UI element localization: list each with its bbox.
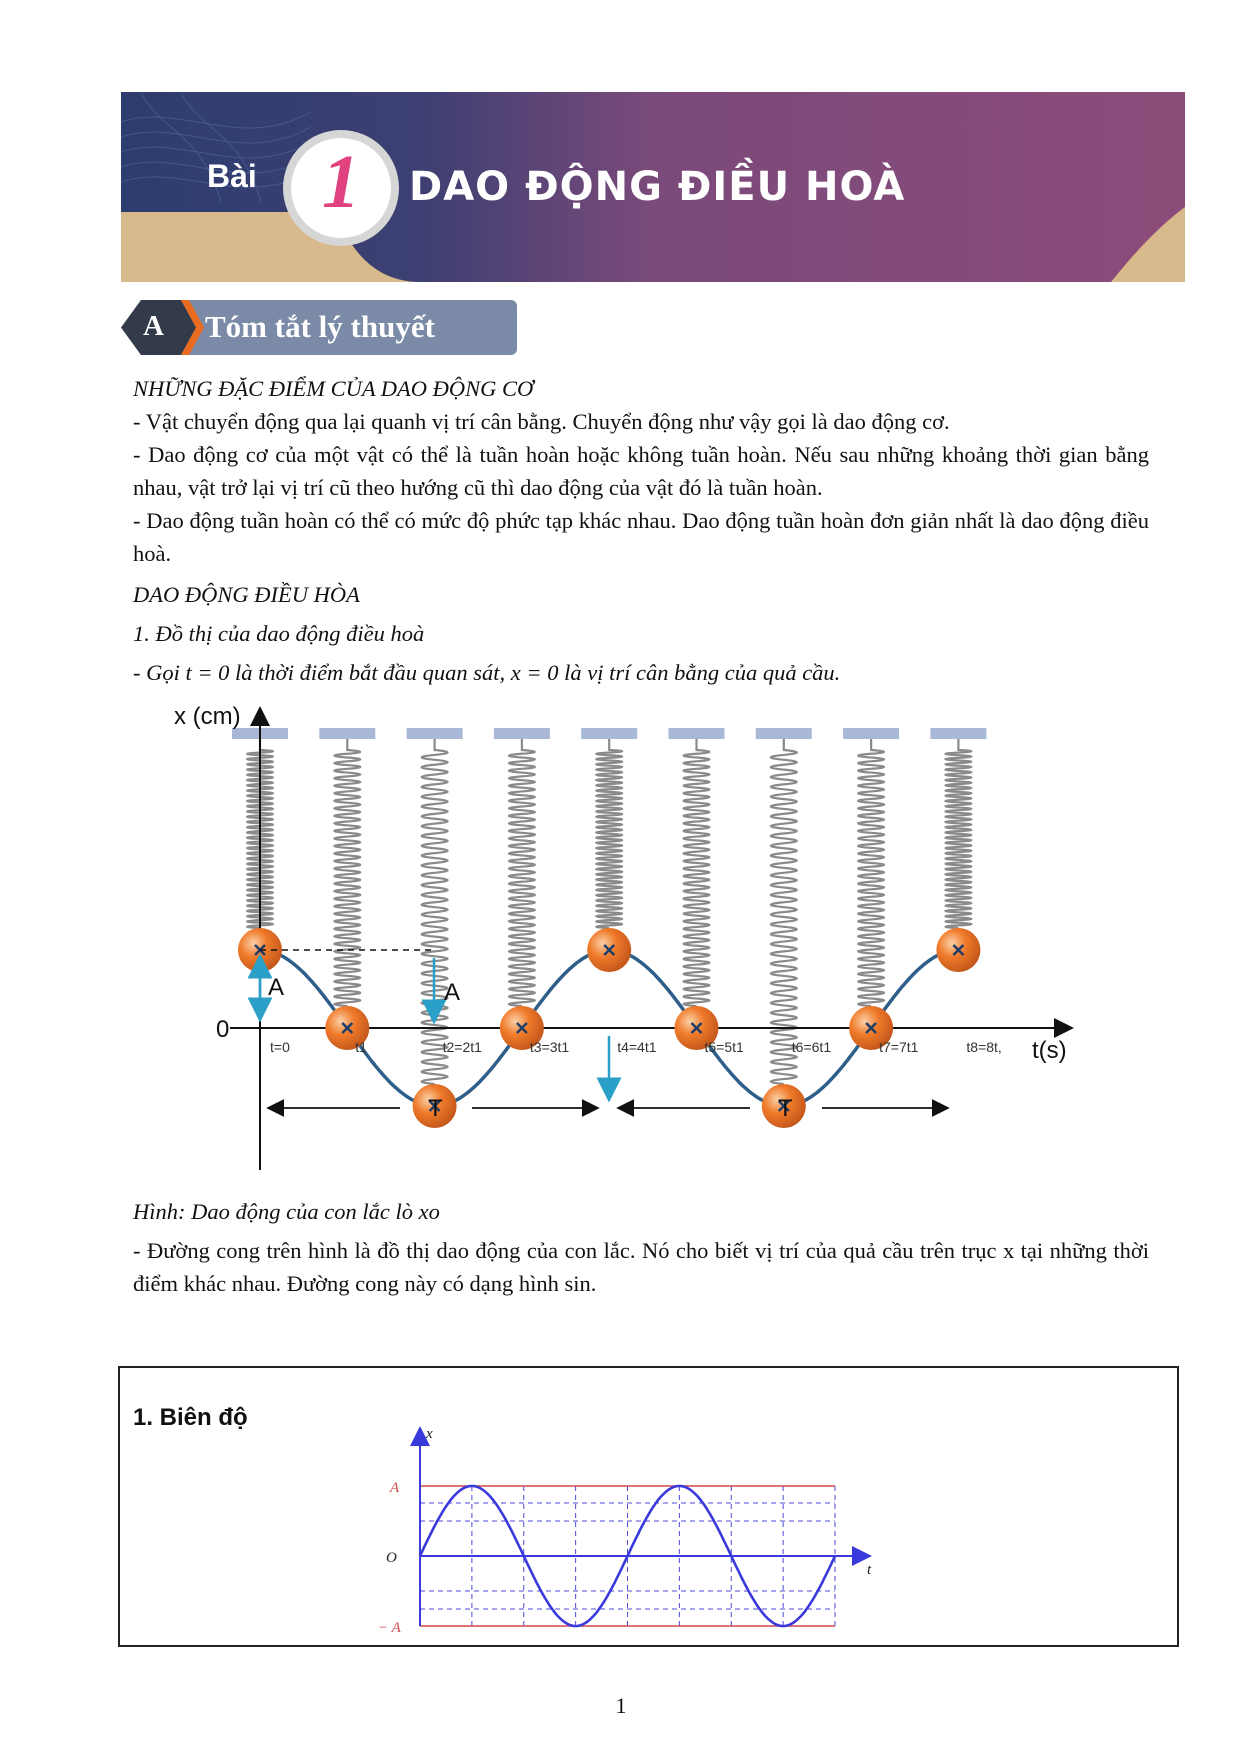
spring-coil: [422, 739, 448, 1084]
section-letter: A: [143, 310, 164, 342]
lesson-banner: [121, 92, 1185, 282]
time-label: t1: [355, 1039, 367, 1055]
paragraph-3: - Dao động tuần hoàn có thể có mức độ phức tạp khác nhau. Dao động tuần hoàn đơn giản nhất là dao động điều hoà.: [133, 508, 1149, 566]
spring-coil: [596, 739, 622, 928]
spring-plate: [669, 728, 725, 739]
spring-plate: [407, 728, 463, 739]
amplitude-label-2: A: [444, 979, 461, 1006]
spring-plate: [756, 728, 812, 739]
theory-text: [133, 372, 1149, 689]
x-axis-label: x: [426, 1426, 433, 1442]
t-axis-label: t(s): [1032, 1037, 1067, 1064]
heading-harmonic: DAO ĐỘNG ĐIỀU HÒA: [133, 582, 360, 607]
spring-coil: [771, 739, 797, 1084]
spring-plate: [843, 728, 899, 739]
period-label-1: T: [428, 1095, 443, 1122]
figure-text: [133, 1195, 1149, 1300]
spring-coil: [684, 739, 710, 1006]
lesson-label: Bài: [207, 158, 257, 194]
spring-plate: [930, 728, 986, 739]
time-label: t2=2t1: [442, 1039, 482, 1055]
time-label: t=0: [270, 1039, 290, 1055]
time-label: t6=6t1: [791, 1039, 832, 1055]
lesson-title: DAO ĐỘNG ĐIỀU HOÀ: [409, 164, 906, 210]
y-axis-label: x (cm): [174, 703, 241, 730]
heading-characteristics: NHỮNG ĐẶC ĐIỂM CỦA DAO ĐỘNG CƠ: [133, 376, 534, 401]
O-label: O: [386, 1550, 397, 1566]
spring-coil: [509, 739, 535, 1006]
section-title: Tóm tắt lý thuyết: [205, 309, 435, 344]
time-label: t8=8t,: [966, 1039, 1002, 1055]
amplitude-box: [118, 1366, 1179, 1647]
t-axis-label: t: [867, 1562, 872, 1578]
time-label: t5=5t1: [704, 1039, 744, 1055]
spring-coil: [945, 739, 971, 928]
spring-oscillation-figure: [160, 700, 1090, 1180]
paragraph-2: - Dao động cơ của một vật có thể là tuần hoàn hoặc không tuần hoàn. Nếu sau những khoảng thời gian bằng nhau, vật trở lại vị trí cũ theo hướng cũ thì dao động của vật đó là tuần hoàn.: [133, 442, 1149, 500]
origin-label: 0: [216, 1016, 230, 1043]
amplitude-label-1: A: [268, 974, 285, 1001]
A-label: A: [390, 1480, 400, 1496]
page-number: 1: [615, 1693, 627, 1718]
section-header: [121, 300, 517, 355]
spring-plate: [581, 728, 637, 739]
paragraph-4: - Gọi t = 0 là thời điểm bắt đầu quan sát, x = 0 là vị trí cân bằng của quả cầu.: [133, 660, 841, 685]
time-label: t7=7t1: [879, 1039, 919, 1055]
amplitude-graph: [370, 1416, 970, 1636]
figure-caption: Hình: Dao động của con lắc lò xo: [133, 1199, 440, 1224]
lesson-number: 1: [322, 140, 360, 224]
box-title: 1. Biên độ: [133, 1404, 248, 1431]
time-label: t4=4t1: [617, 1039, 657, 1055]
spring-coil: [334, 739, 360, 1006]
spring-coil: [858, 739, 884, 1006]
paragraph-1: - Vật chuyển động qua lại quanh vị trí cân bằng. Chuyển động như vậy gọi là dao động cơ.: [133, 409, 950, 434]
spring-plate: [319, 728, 375, 739]
subheading-graph: 1. Đồ thị của dao động điều hoà: [133, 621, 425, 646]
paragraph-5: - Đường cong trên hình là đồ thị dao động của con lắc. Nó cho biết vị trí của quả cầu trên trục x tại những thời điểm khác nhau. Đường cong này có dạng hình sin.: [133, 1238, 1149, 1296]
spring-oscillation-svg: [160, 700, 1090, 1180]
period-label-2: T: [778, 1095, 793, 1122]
time-label: t3=3t1: [529, 1039, 570, 1055]
spring-plate: [494, 728, 550, 739]
minus-A-label: − A: [378, 1620, 401, 1636]
